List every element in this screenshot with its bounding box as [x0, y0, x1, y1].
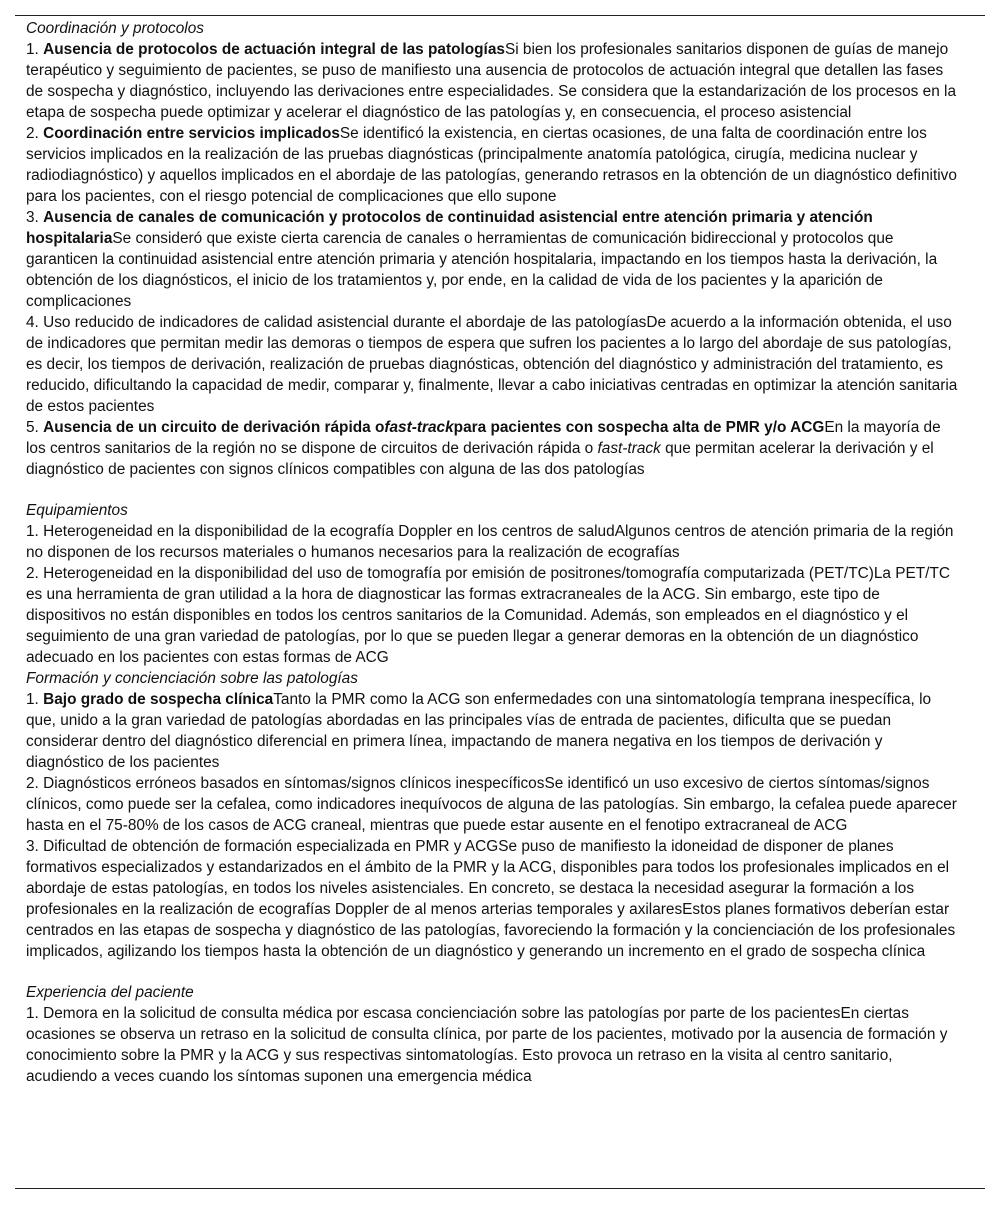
list-item: 2. Heterogeneidad en la disponibilidad del uso de tomografía por emisión de positrones/tomografía computarizada (PET/TC)La PET/TC es una herramienta de gran utilidad a la hora de diagnosticar las formas extracraneales de la ACG. Sin embargo, este tipo de dispositivos no están disponibles en todos los centros sanitarios de la Comunidad. Además, son empleados en el diagnóstico y el seguimiento de una gran variedad de patologías, por lo que se pueden llegar a generar demoras en la obtención de un diagnóstico adecuado en los pacientes con estas formas de ACG — [26, 565, 950, 666]
item-text: De acuerdo a la información obtenida, el uso de indicadores que permitan medir las demoras o tiempos de espera que sufren los pacientes a lo largo del abordaje de sus patologías, es decir, los tiempos de derivación, realización de pruebas diagnósticas, obtención del diagnóstico y administración del tratamiento, es reducido, dificultando la capacidad de medir, comparar y, finalmente, llevar a cabo iniciativas centradas en optimizar la atención sanitaria de estos pacientes — [26, 314, 958, 415]
findings-table — [15, 15, 985, 1189]
item-heading: Demora en la solicitud de consulta médica por escasa concienciación sobre las patologías por parte de los pacientes — [43, 1005, 841, 1022]
item-heading: Ausencia de protocolos de actuación integral de las patologías — [43, 41, 505, 58]
list-item: 3. Ausencia de canales de comunicación y protocolos de continuidad asistencial entre atención primaria y atención hospitalariaSe consideró que existe cierta carencia de canales o herramientas de comunicación bidireccional y protocolos que garanticen la continuidad asistencial entre atención primaria y atención hospitalaria, impactando en los tiempos hasta la derivación, la obtención de los diagnósticos, el inicio de los tratamientos y, por ende, en la calidad de vida de los pacientes y la aparición de complicaciones — [26, 209, 938, 310]
item-heading: Heterogeneidad en la disponibilidad de la ecografía Doppler en los centros de salud — [43, 523, 615, 540]
list-item: 3. Dificultad de obtención de formación especializada en PMR y ACGSe puso de manifiesto la idoneidad de disponer de planes formativos especializados y estandarizados en el ámbito de la PMR y la ACG, disponibles para todos los profesionales implicados en el abordaje de estas patologías, en todos los niveles asistenciales. En concreto, se destaca la necesidad asegurar la formación a los profesionales en la realización de ecografías Doppler de al menos arterias temporales y axilaresEstos planes formativos deberían estar centrados en las etapas de sospecha y diagnóstico de las patologías, favoreciendo la formación y la concienciación de los profesionales implicados, agilizando los tiempos hasta la obtención de un diagnóstico y generando un incremento en el grado de sospecha clínica — [26, 838, 956, 960]
list-item: 1. Heterogeneidad en la disponibilidad de la ecografía Doppler en los centros de saludAlgunos centros de atención primaria de la región no disponen de los recursos materiales o humanos necesarios para la realización de ecografías — [26, 523, 954, 561]
section-title-experiencia: Experiencia del paciente — [26, 984, 194, 1001]
item-text: Se puso de manifiesto la idoneidad de disponer de planes formativos especializados y estandarizados en el ámbito de la PMR y la ACG, disponibles para todos los profesionales implicados en el abordaje de estas patologías, en todos los niveles asistenciales. En concreto, se destaca la necesidad asegurar la formación a los profesionales en la realización de ecografías Doppler de al menos arterias temporales y axilaresEstos planes formativos deberían estar centrados en las etapas de sospecha y diagnóstico de las patologías, favoreciendo la formación y la concienciación de los profesionales implicados, agilizando los tiempos hasta la obtención de un diagnóstico y generando un incremento en el grado de sospecha clínica — [26, 838, 956, 960]
list-item: 1. Bajo grado de sospecha clínicaTanto la PMR como la ACG son enfermedades con una sintomatología temprana inespecífica, lo que, unido a la gran variedad de patologías abordadas en las principales vías de entrada de pacientes, dificulta que se puedan considerar dentro del diagnóstico diferencial en primera línea, impactando de manera negativa en los tiempos de derivación y diagnóstico de los pacientes — [26, 691, 932, 771]
item-text: Tanto la PMR como la ACG son enfermedades con una sintomatología temprana inespecífica, lo que, unido a la gran variedad de patologías abordadas en las principales vías de entrada de pacientes, dificulta que se puedan considerar dentro del diagnóstico diferencial en primera línea, impactando de manera negativa en los tiempos de derivación y diagnóstico de los pacientes — [26, 691, 932, 771]
list-item: 2. Diagnósticos erróneos basados en síntomas/signos clínicos inespecíficosSe identificó un uso excesivo de ciertos síntomas/signos clínicos, como puede ser la cefalea, como indicadores inequívocos de alguna de las patologías. Sin embargo, la cefalea puede aparecer hasta en el 75-80% de los casos de ACG craneal, mientras que puede estar ausente en el fenotipo extracraneal de ACG — [26, 775, 957, 834]
list-item: 2. Coordinación entre servicios implicadosSe identificó la existencia, en ciertas ocasiones, de una falta de coordinación entre los servicios implicados en la realización de las pruebas diagnósticas (principalmente anatomía patológica, cirugía, medicina nuclear y radiodiagnóstico) y aquellos implicados en el abordaje de las patologías, generando retrasos en la obtención de un diagnóstico definitivo para los pacientes, con el riesgo potencial de complicaciones que ello supone — [26, 125, 957, 205]
item-text: Se consideró que existe cierta carencia de canales o herramientas de comunicación bidireccional y protocolos que garanticen la continuidad asistencial entre atención primaria y atención hospitalaria, impactando en los tiempos hasta la derivación, la obtención de los diagnósticos, el inicio de los tratamientos y, por ende, en la calidad de vida de los pacientes y la aparición de complicaciones — [26, 230, 938, 310]
item-heading: Uso reducido de indicadores de calidad asistencial durante el abordaje de las patologías — [43, 314, 647, 331]
list-item: 5. Ausencia de un circuito de derivación rápida ofast-trackpara pacientes con sospecha alta de PMR y/o ACGEn la mayoría de los centros sanitarios de la región no se dispone de circuitos de derivación rápida o fast-track que permitan acelerar la derivación y el diagnóstico de pacientes con signos clínicos compatibles con alguna de las dos patologías — [26, 419, 941, 478]
item-heading: Ausencia de un circuito de derivación rápida ofast-trackpara pacientes con sospecha alta de PMR y/o ACG — [43, 419, 825, 436]
item-heading: Diagnósticos erróneos basados en síntomas/signos clínicos inespecíficos — [43, 775, 545, 792]
item-text: Si bien los profesionales sanitarios disponen de guías de manejo terapéutico y seguimiento de pacientes, se puso de manifiesto una ausencia de protocolos de actuación integral que detallen las fases de sospecha y diagnóstico, incluyendo las derivaciones entre especialidades. Se considera que la estandarización de los procesos en la etapa de sospecha puede optimizar y acelerar el diagnóstico de las patologías y, en consecuencia, el proceso asistencial — [26, 41, 957, 121]
item-text: La PET/TC es una herramienta de gran utilidad a la hora de diagnosticar las formas extracraneales de la ACG. Sin embargo, este tipo de dispositivos no están disponibles en todos los centros sanitarios de la Comunidad. Además, son empleados en el diagnóstico y el seguimiento de una gran variedad de patologías, por lo que se pueden llegar a generar demoras en la obtención de un diagnóstico adecuado en los pacientes con estas formas de ACG — [26, 565, 950, 666]
item-text: En la mayoría de los centros sanitarios de la región no se dispone de circuitos de derivación rápida o fast-track que permitan acelerar la derivación y el diagnóstico de pacientes con signos clínicos compatibles con alguna de las dos patologías — [26, 419, 941, 478]
item-text: Se identificó un uso excesivo de ciertos síntomas/signos clínicos, como puede ser la cefalea, como indicadores inequívocos de alguna de las patologías. Sin embargo, la cefalea puede aparecer hasta en el 75-80% de los casos de ACG craneal, mientras que puede estar ausente en el fenotipo extracraneal de ACG — [26, 775, 957, 834]
section-title-coordinacion: Coordinación y protocolos — [26, 20, 204, 37]
table-body — [26, 18, 961, 1087]
item-heading: Ausencia de canales de comunicación y protocolos de continuidad asistencial entre atención primaria y atención hospitalaria — [26, 209, 873, 247]
list-item: 1. Ausencia de protocolos de actuación integral de las patologíasSi bien los profesionales sanitarios disponen de guías de manejo terapéutico y seguimiento de pacientes, se puso de manifiesto una ausencia de protocolos de actuación integral que detallen las fases de sospecha y diagnóstico, incluyendo las derivaciones entre especialidades. Se considera que la estandarización de los procesos en la etapa de sospecha puede optimizar y acelerar el diagnóstico de las patologías y, en consecuencia, el proceso asistencial — [26, 41, 957, 121]
item-heading: Coordinación entre servicios implicados — [43, 125, 340, 142]
list-item: 1. Demora en la solicitud de consulta médica por escasa concienciación sobre las patologías por parte de los pacientesEn ciertas ocasiones se observa un retraso en la solicitud de consulta clínica, por parte de los pacientes, motivado por la ausencia de formación y conocimiento sobre la PMR y la ACG y sus respectivas sintomatologías. Esto provoca un retraso en la visita al centro sanitario, acudiendo a veces cuando los síntomas suponen una emergencia médica — [26, 1005, 948, 1085]
item-text: En ciertas ocasiones se observa un retraso en la solicitud de consulta clínica, por parte de los pacientes, motivado por la ausencia de formación y conocimiento sobre la PMR y la ACG y sus respectivas sintomatologías. Esto provoca un retraso en la visita al centro sanitario, acudiendo a veces cuando los síntomas suponen una emergencia médica — [26, 1005, 948, 1085]
item-heading: Bajo grado de sospecha clínica — [43, 691, 274, 708]
list-item: 4. Uso reducido de indicadores de calidad asistencial durante el abordaje de las patologíasDe acuerdo a la información obtenida, el uso de indicadores que permitan medir las demoras o tiempos de espera que sufren los pacientes a lo largo del abordaje de sus patologías, es decir, los tiempos de derivación, realización de pruebas diagnósticas, obtención del diagnóstico y administración del tratamiento, es reducido, dificultando la capacidad de medir, comparar y, finalmente, llevar a cabo iniciativas centradas en optimizar la atención sanitaria de estos pacientes — [26, 314, 958, 415]
item-text: Se identificó la existencia, en ciertas ocasiones, de una falta de coordinación entre los servicios implicados en la realización de las pruebas diagnósticas (principalmente anatomía patológica, cirugía, medicina nuclear y radiodiagnóstico) y aquellos implicados en el abordaje de las patologías, generando retrasos en la obtención de un diagnóstico definitivo para los pacientes, con el riesgo potencial de complicaciones que ello supone — [26, 125, 957, 205]
section-title-formacion: Formación y concienciación sobre las patologías — [26, 670, 358, 687]
item-heading: Heterogeneidad en la disponibilidad del uso de tomografía por emisión de positrones/tomografía computarizada (PET/TC) — [43, 565, 874, 582]
item-heading: Dificultad de obtención de formación especializada en PMR y ACG — [43, 838, 499, 855]
item-text: Algunos centros de atención primaria de la región no disponen de los recursos materiales o humanos necesarios para la realización de ecografías — [26, 523, 954, 561]
section-title-equipamientos: Equipamientos — [26, 502, 128, 519]
